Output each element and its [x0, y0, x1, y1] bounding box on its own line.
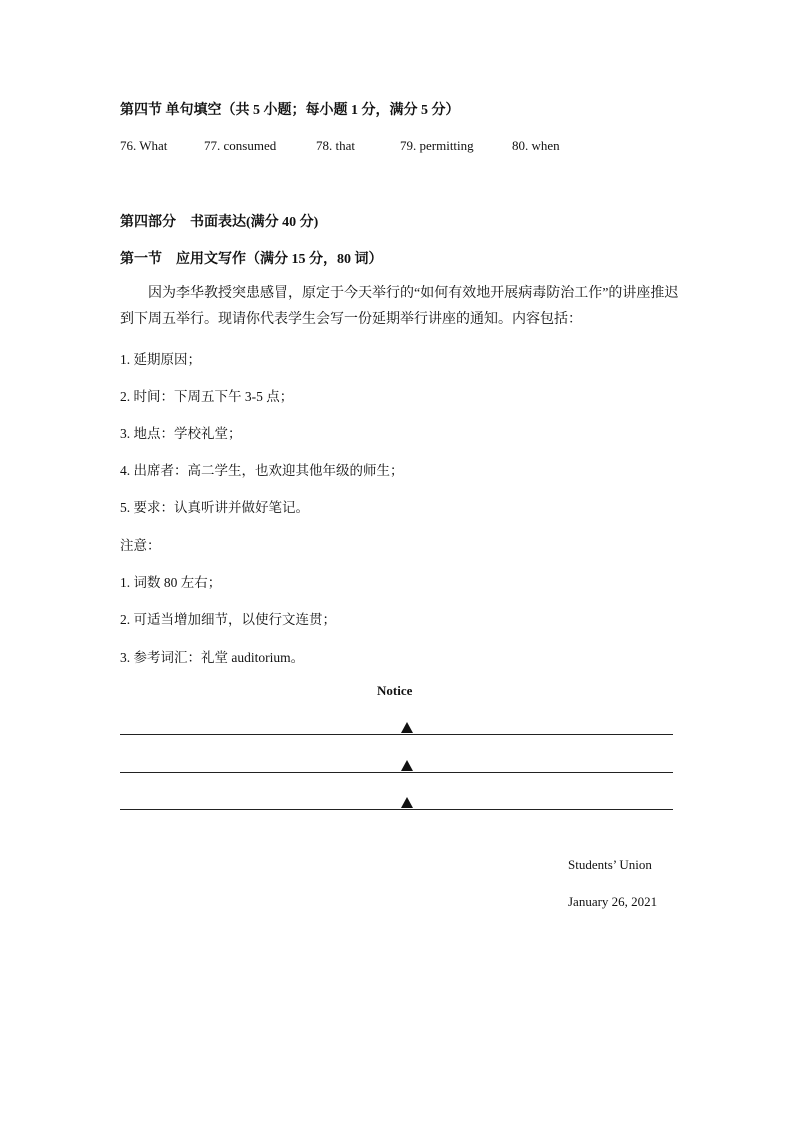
answer-line [120, 809, 673, 810]
intro-paragraph: 因为李华教授突患感冒，原定于今天举行的“如何有效地开展病毒防治工作”的讲座推迟到下周五举行。现请你代表学生会写一份延期举行讲座的通知。内容包括： [120, 286, 679, 327]
answer-77: 77. consumed [204, 138, 277, 153]
answer-80: 80. when [512, 138, 560, 153]
content-item: 1. 延期原因； [120, 352, 201, 367]
answer-79: 79. permitting [400, 138, 474, 153]
note-item: 2. 可适当增加细节，以使行文连贯； [120, 612, 336, 627]
content-item: 5. 要求：认真听讲并做好笔记。 [120, 500, 309, 515]
triangle-marker-icon [401, 760, 413, 771]
answer-line [120, 734, 673, 735]
content-item: 4. 出席者：高二学生，也欢迎其他年级的师生； [120, 463, 404, 478]
content-item: 3. 地点：学校礼堂； [120, 426, 242, 441]
notes-label: 注意： [120, 538, 161, 553]
section4-heading: 第四节 单句填空（共 5 小题；每小题 1 分，满分 5 分） [120, 103, 460, 118]
content-item: 2. 时间：下周五下午 3-5 点； [120, 389, 294, 404]
notice-title: Notice [377, 683, 413, 698]
date: January 26, 2021 [568, 894, 658, 909]
note-item: 3. 参考词汇：礼堂 auditorium。 [120, 650, 305, 665]
part4-heading: 第四部分 书面表达(满分 40 分) [120, 215, 319, 230]
signature: Students’ Union [568, 857, 652, 872]
note-item: 1. 词数 80 左右； [120, 575, 222, 590]
answer-76: 76. What [120, 138, 168, 153]
triangle-marker-icon [401, 722, 413, 733]
answer-78: 78. that [316, 138, 355, 153]
triangle-marker-icon [401, 797, 413, 808]
answer-line [120, 772, 673, 773]
section1-heading: 第一节 应用文写作（满分 15 分，80 词） [120, 252, 383, 267]
